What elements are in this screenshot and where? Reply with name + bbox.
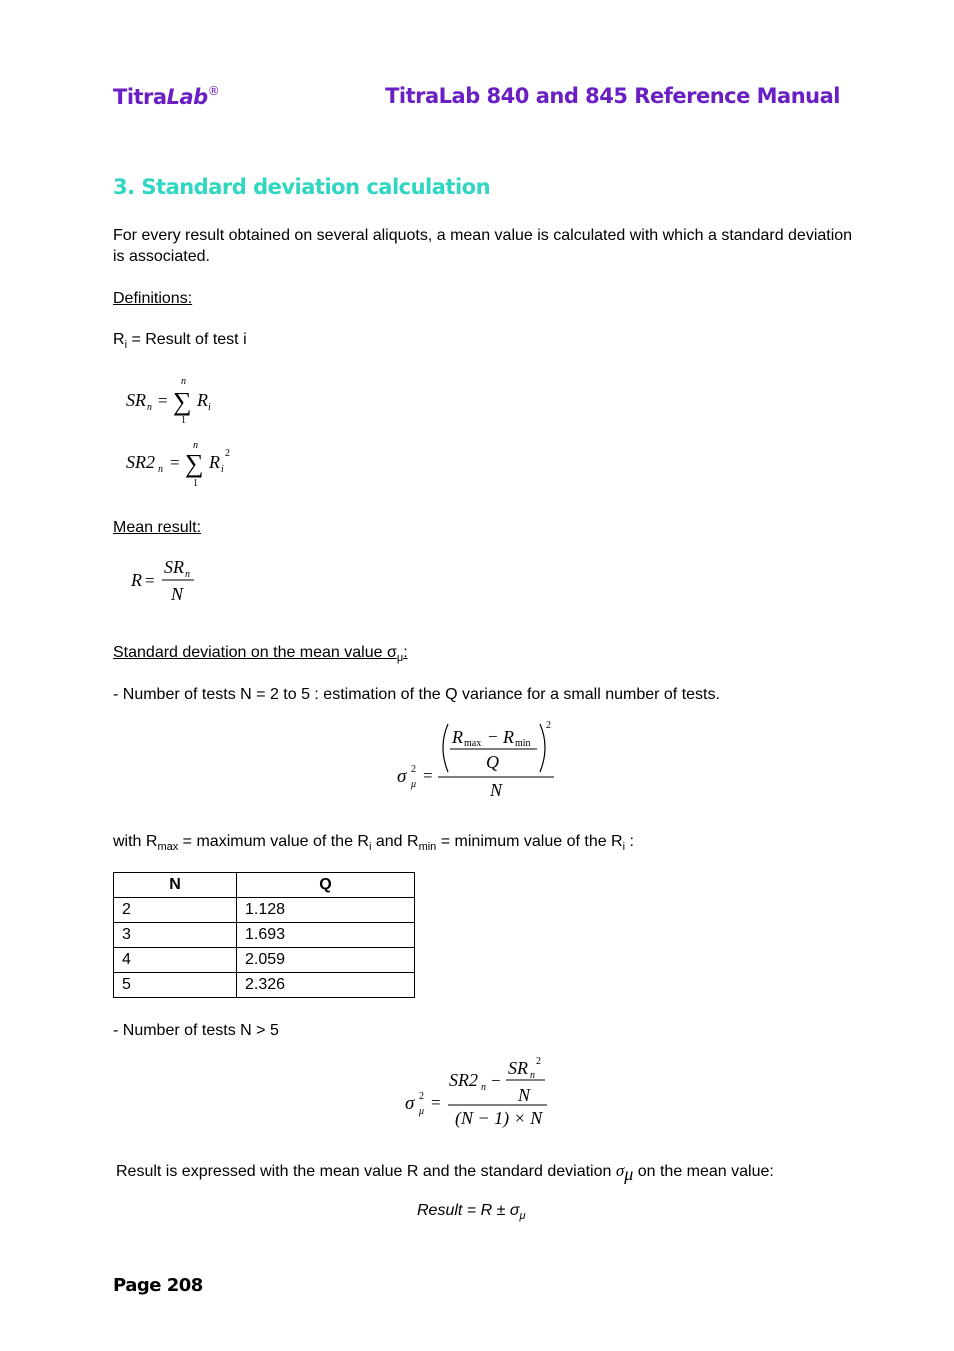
small-q: Q [486, 752, 499, 772]
mean-num-sub: n [185, 569, 190, 580]
large-sr2-sub: n [481, 1082, 486, 1093]
large-sigma-sup: 2 [419, 1091, 424, 1102]
table-header-n: N [114, 873, 237, 898]
small-rmax: R [452, 727, 463, 747]
sr-term: R [197, 390, 208, 410]
sr2-top: n [193, 440, 198, 451]
right-paren-icon [540, 724, 545, 772]
with-i-sub-1: i [368, 841, 372, 854]
sr-top: n [181, 376, 186, 387]
table-cell: 2 [114, 898, 237, 923]
ri-sub: i [124, 339, 128, 352]
formula-mean [124, 553, 214, 609]
result-formula-sub: μ [519, 1210, 526, 1223]
large-inner-n: N [518, 1085, 531, 1105]
small-rmin: R [503, 727, 514, 747]
page-number: Page 208 [113, 1275, 203, 1296]
large-sigma: σ [405, 1093, 415, 1114]
table-cell: 1.693 [237, 923, 415, 948]
large-den: (N − 1) × N [455, 1108, 543, 1128]
formula-sr2 [120, 434, 270, 490]
mean-eq: = [145, 571, 155, 590]
result-text-1: Result is expressed with the mean value R and the standard deviation [116, 1163, 616, 1180]
sr-lhs: SR [126, 390, 146, 410]
registered-mark: ® [207, 84, 220, 98]
mean-heading: Mean result: [113, 519, 202, 536]
result-formula [417, 1202, 526, 1222]
table-header-row [114, 873, 415, 898]
with-part-1: with R [113, 833, 158, 850]
with-paragraph [113, 831, 853, 858]
table-cell: 2.059 [237, 948, 415, 973]
small-sigma: σ [397, 766, 407, 787]
mean-num: SR [164, 557, 184, 577]
large-eq: = [431, 1093, 441, 1112]
formula-small-n [392, 714, 562, 804]
sr-eq: = [158, 391, 168, 410]
sr2-lhs-sub: n [158, 464, 163, 475]
table-cell: 1.128 [237, 898, 415, 923]
definitions-label [113, 288, 853, 309]
ri-text: = Result of test i [127, 331, 247, 348]
brand-logo [113, 84, 219, 109]
small-rmin-sub: min [515, 738, 531, 749]
large-sr2: SR2 [449, 1070, 478, 1090]
stddev-label [113, 642, 853, 669]
sr-bottom: 1 [181, 415, 186, 426]
large-n-paragraph: - Number of tests N > 5 [113, 1022, 279, 1039]
sr-lhs-sub: n [147, 402, 152, 413]
table-header-q: Q [237, 873, 415, 898]
large-srn-sub: n [530, 1070, 535, 1081]
definitions-heading: Definitions: [113, 290, 193, 307]
small-n-paragraph: - Number of tests N = 2 to 5 : estimation of the Q variance for a small number of tests. [113, 686, 720, 703]
result-sigma: σ [615, 1161, 625, 1180]
intro-paragraph: For every result obtained on several aliquots, a mean value is calculated with which a standard deviation is associated. [113, 227, 853, 265]
sr2-eq: = [170, 453, 180, 472]
small-den: N [490, 780, 503, 800]
result-formula-text: Result = R ± σ [417, 1202, 520, 1219]
result-paragraph [116, 1160, 856, 1185]
table-cell: 3 [114, 923, 237, 948]
ri-definition [113, 329, 853, 356]
table-cell: 4 [114, 948, 237, 973]
section-title: 3. Standard deviation calculation [113, 175, 491, 199]
mean-den: N [171, 584, 184, 604]
sum-icon: ∑ [173, 387, 192, 416]
with-part-3: and R [371, 833, 419, 850]
with-min-sub: min [418, 841, 437, 854]
stddev-heading-text: Standard deviation on the mean value σ [113, 644, 397, 661]
brand-prefix: Titra [113, 85, 167, 109]
with-part-4: = minimum value of the R [436, 833, 623, 850]
table-cell: 2.326 [237, 973, 415, 998]
small-rmax-sub: max [464, 738, 482, 749]
mean-lhs: R [131, 570, 142, 590]
small-minus: − [488, 727, 498, 746]
table-row [114, 948, 415, 973]
sr2-term-sub: i [221, 464, 224, 475]
result-text-2: on the mean value: [633, 1163, 774, 1180]
brand-suffix: Lab [166, 85, 208, 109]
sr2-term: R [209, 452, 220, 472]
mean-label [113, 517, 853, 538]
stddev-heading-sub: μ [396, 652, 404, 665]
table-row [114, 973, 415, 998]
sr2-bottom: 1 [193, 478, 198, 489]
small-eq: = [423, 766, 433, 785]
q-table [113, 872, 415, 998]
table-cell: 5 [114, 973, 237, 998]
ri-symbol: R [113, 331, 125, 348]
formula-sr [120, 372, 260, 428]
stddev-heading-colon: : [403, 644, 408, 661]
large-minus: − [491, 1071, 501, 1090]
result-mu: μ [624, 1164, 634, 1185]
stddev-heading [113, 644, 408, 665]
with-i-sub-2: i [622, 841, 626, 854]
sr-term-sub: i [208, 402, 211, 413]
small-outer-sup: 2 [546, 720, 551, 731]
large-srn-sup: 2 [536, 1056, 541, 1067]
sr2-lhs: SR2 [126, 452, 155, 472]
sum-icon-2: ∑ [185, 449, 204, 478]
table-row [114, 923, 415, 948]
formula-large-n [400, 1050, 560, 1132]
small-sigma-sub: μ [411, 779, 417, 790]
table-row [114, 898, 415, 923]
manual-title: TitraLab 840 and 845 Reference Manual [385, 84, 840, 108]
left-paren-icon [443, 724, 448, 772]
with-part-5: : [625, 833, 634, 850]
large-sigma-sub: μ [419, 1106, 425, 1117]
with-part-2: = maximum value of the R [178, 833, 369, 850]
small-sigma-sup: 2 [411, 764, 416, 775]
with-max-sub: max [157, 841, 179, 854]
sr2-term-sup: 2 [225, 448, 230, 459]
large-srn: SR [508, 1058, 528, 1078]
